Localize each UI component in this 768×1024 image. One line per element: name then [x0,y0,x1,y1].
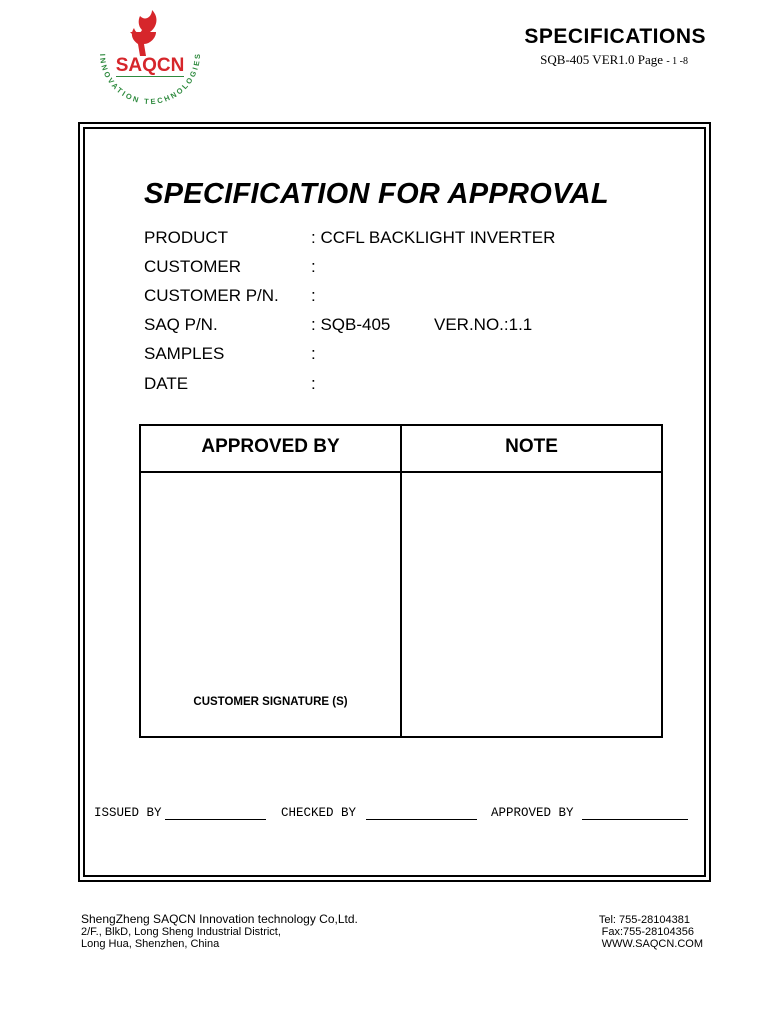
company-logo [86,10,214,122]
field-value-product: : CCFL BACKLIGHT INVERTER [311,228,556,247]
issued-by-line [165,819,266,820]
footer-company: ShengZheng SAQCN Innovation technology Co,Ltd. [81,912,358,926]
field-label-saq-pn: SAQ P/N. [144,315,218,334]
checked-by-line [366,819,477,820]
approved-by-signoff-line [582,819,688,820]
footer-address-1: 2/F., BlkD, Long Sheng Industrial District, [81,926,281,938]
logo-brand: SAQCN [115,55,185,76]
field-value-customer-pn: : [311,286,316,305]
field-value-date: : [311,374,316,393]
logo-ring-text: INNOVATION TECHNOLOGIES [97,51,203,107]
approved-by-signoff-label: APPROVED BY [491,806,574,820]
footer-address-2: Long Hua, Shenzhen, China [81,938,220,950]
footer-tel: Tel: 755-28104381 [598,914,690,926]
field-label-customer-pn: CUSTOMER P/N. [144,286,279,305]
header-ref-text: SQB-405 VER1.0 Page [540,52,664,67]
issued-by-label: ISSUED BY [94,806,162,820]
checked-by-label: CHECKED BY [281,806,357,820]
note-header: NOTE [505,436,558,457]
field-label-product: PRODUCT [144,228,229,247]
header-page-number: - 1 -8 [666,56,688,67]
field-label-date: DATE [144,374,189,393]
footer-fax: Fax:755-28104356 [601,926,694,938]
header-title: SPECIFICATIONS [524,25,706,48]
header-reference [470,52,688,68]
spec-title: SPECIFICATION FOR APPROVAL [144,178,609,210]
field-value-saq-pn: : SQB-405 [311,315,391,334]
field-label-customer: CUSTOMER [144,257,241,276]
footer-website: WWW.SAQCN.COM [601,938,703,950]
note-cell [400,471,663,738]
logo-underline [116,76,184,77]
field-value-customer: : [311,257,316,276]
approved-by-header: APPROVED BY [201,436,340,457]
field-label-samples: SAMPLES [144,344,225,363]
field-version-number: VER.NO.:1.1 [434,315,533,334]
customer-signature-label: CUSTOMER SIGNATURE (S) [193,696,348,708]
field-value-samples: : [311,344,316,363]
